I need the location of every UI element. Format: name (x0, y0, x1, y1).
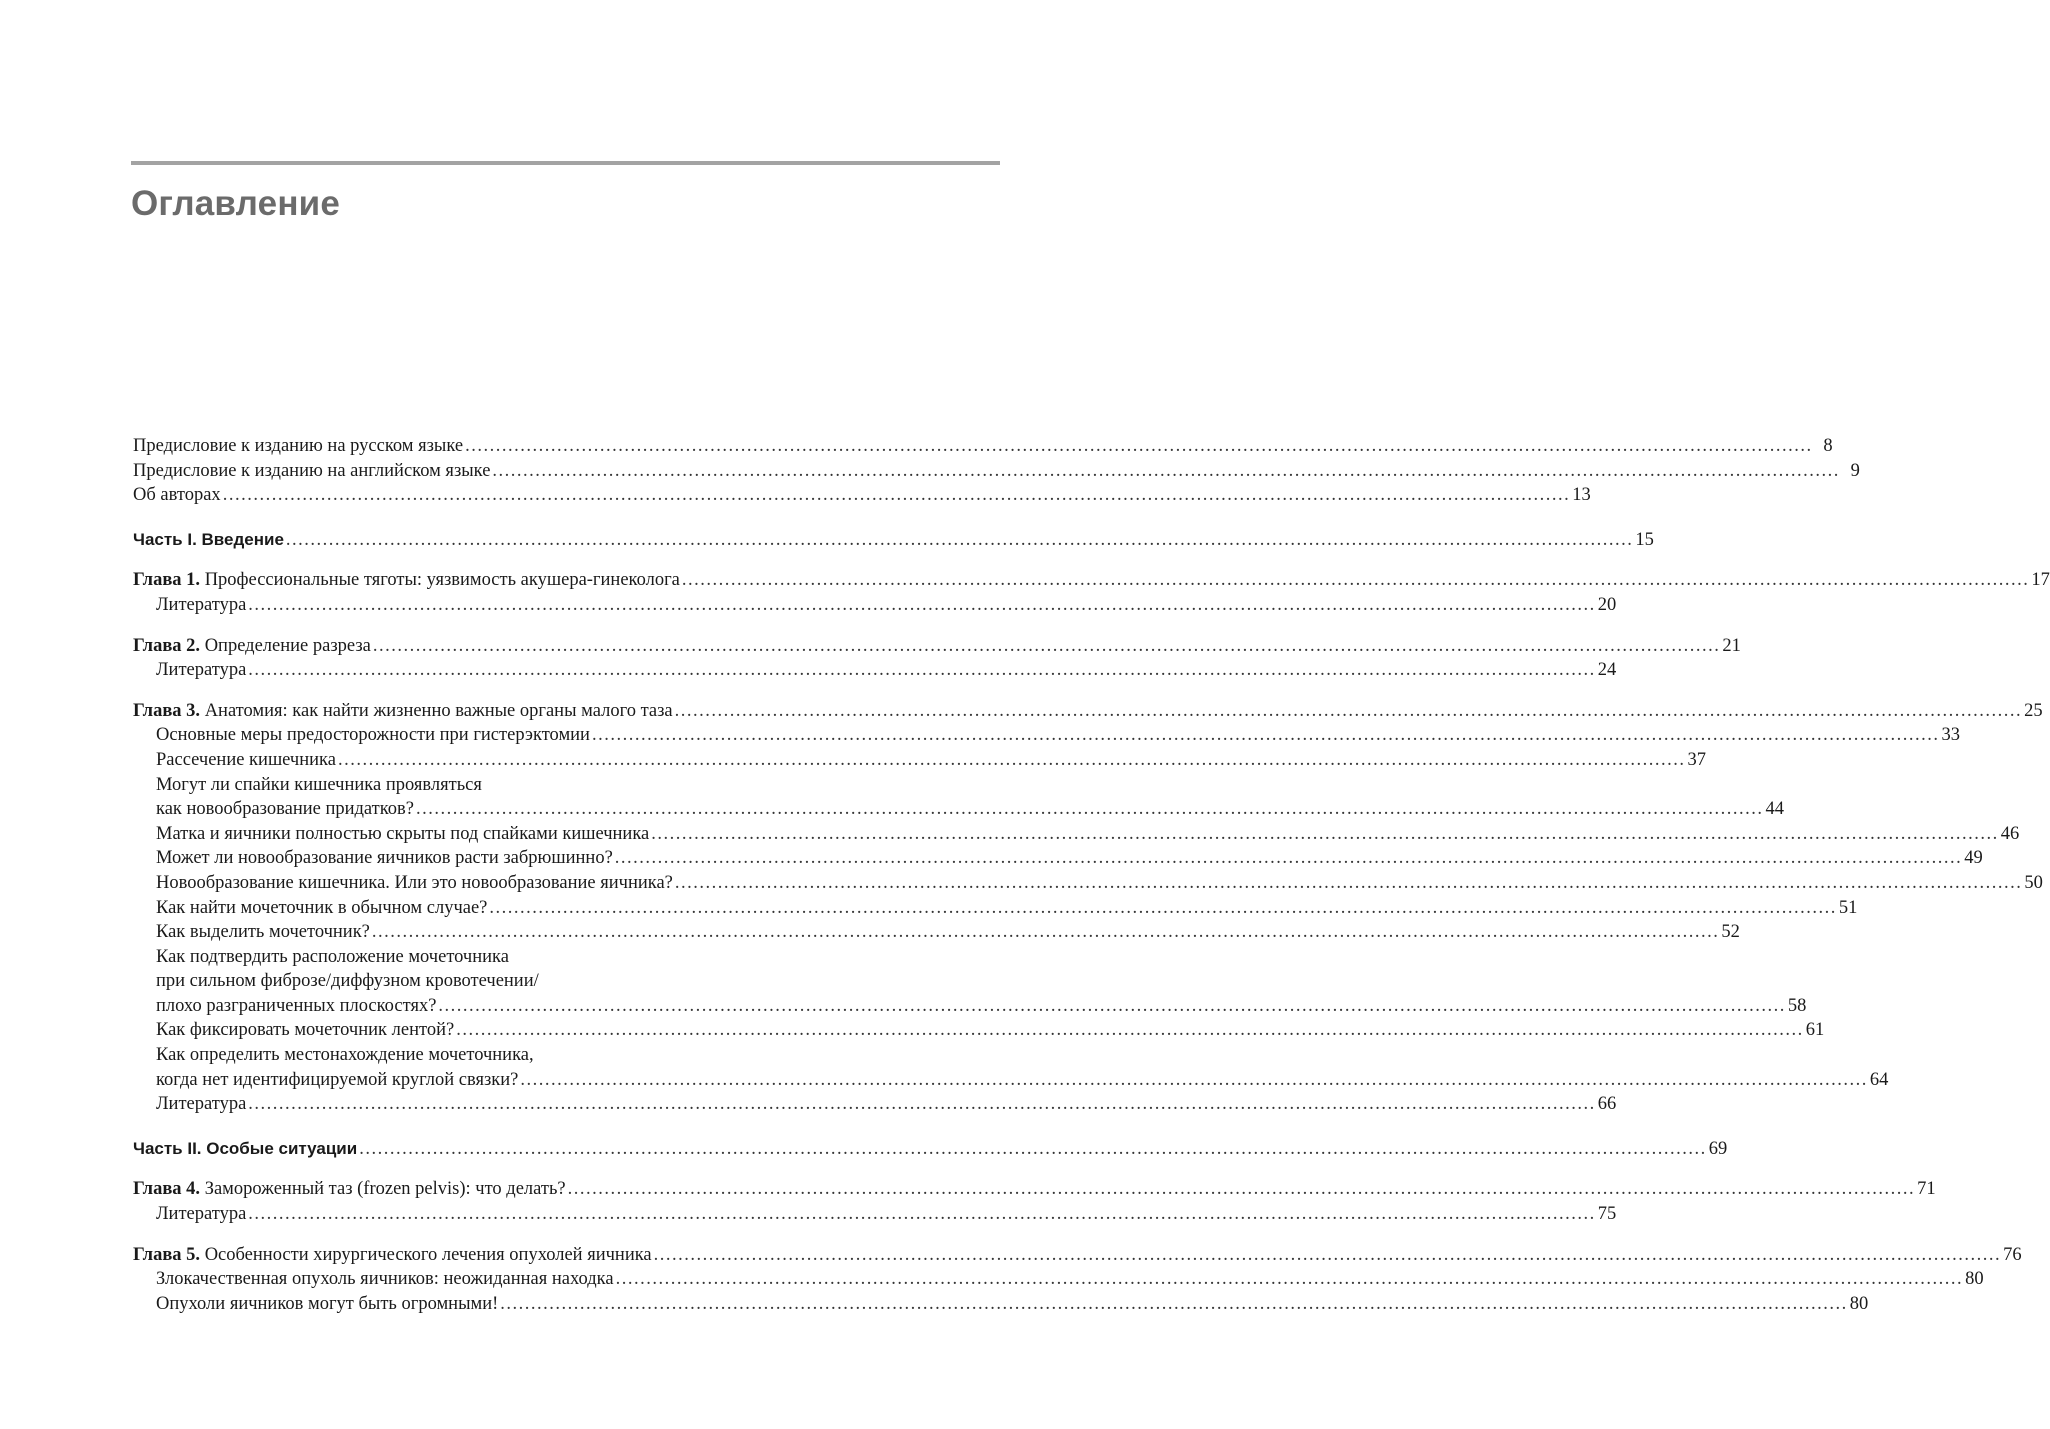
toc-entry-text: Могут ли спайки кишечника проявляться (156, 774, 482, 795)
toc-page-number: 33 (1941, 725, 1960, 746)
dot-leader: ............................................................................................................................................................................................................................ (372, 635, 1721, 656)
toc-subentry[interactable] (133, 797, 1784, 822)
page-title: Оглавление (131, 184, 341, 223)
toc-subentry[interactable] (133, 658, 1617, 683)
dot-leader: ............................................................................................................................................................................................................................ (359, 1138, 1707, 1159)
toc-entry-text: Основные меры предосторожности при гистерэктомии (156, 725, 590, 746)
toc-page-number: 66 (1597, 1094, 1617, 1115)
toc-page-number: 80 (1849, 1293, 1869, 1314)
toc-entry-text: Матка и яичники полностью скрыты под спайками кишечника (156, 823, 650, 844)
toc-entry[interactable] (133, 434, 1833, 459)
toc-subentry[interactable] (133, 593, 1617, 618)
toc-entry-text: Как определить местонахождение мочеточника, (156, 1045, 534, 1066)
toc-page-number: 52 (1721, 922, 1740, 943)
toc-chapter-3[interactable] (133, 699, 2043, 724)
toc-subentry[interactable] (133, 846, 1983, 871)
chapter-text: Определение разреза (204, 635, 371, 656)
dot-leader: ............................................................................................................................................................................................................................ (615, 1269, 1964, 1290)
toc-subentry-continued[interactable] (133, 773, 851, 798)
toc-page-number: 15 (1635, 529, 1654, 550)
toc-page-number: 76 (2003, 1244, 2022, 1265)
dot-leader: ............................................................................................................................................................................................................................ (674, 872, 2023, 893)
toc-page-number: 17 (2031, 570, 2050, 591)
toc-part-title: Часть II. Особые ситуации (133, 1138, 358, 1158)
toc-page-number: 61 (1805, 1020, 1825, 1041)
toc-entry-text: Предисловие к изданию на русском языке (133, 436, 464, 456)
toc-part-title: Часть I. Введение (133, 529, 284, 549)
chapter-text: Профессиональные тяготы: уязвимость акушера-гинеколога (204, 570, 680, 591)
table-of-contents (133, 434, 2050, 1316)
toc-part-2[interactable] (133, 1137, 1728, 1162)
toc-page-number: 51 (1838, 897, 1858, 918)
toc-entry-text: Как подтвердить расположение мочеточника (156, 946, 509, 967)
toc-page-number: 21 (1722, 635, 1741, 656)
chapter-text: Замороженный таз (frozen pelvis): что делать? (204, 1179, 566, 1200)
chapter-text: Особенности хирургического лечения опухолей яичника (204, 1244, 652, 1265)
toc-subentry[interactable] (133, 1292, 1869, 1317)
toc-page-number: 46 (2000, 823, 2020, 844)
dot-leader: ............................................................................................................................................................................................................................ (591, 725, 1940, 746)
dot-leader: ............................................................................................................................................................................................................................ (520, 1069, 1868, 1090)
toc-page-number: 13 (1572, 485, 1591, 506)
toc-entry[interactable] (133, 483, 1591, 508)
toc-entry-text: при сильном фиброзе/диффузном кровотечении/ (156, 971, 539, 992)
toc-entry-text: как новообразование придатков? (156, 799, 414, 820)
toc-subentry[interactable] (133, 896, 1858, 921)
toc-entry[interactable] (133, 459, 1860, 484)
toc-part-1[interactable] (133, 528, 1654, 553)
toc-chapter-2[interactable] (133, 634, 1741, 659)
toc-subentry[interactable] (133, 748, 1706, 773)
dot-leader: ............................................................................................................................................................................................................................ (492, 460, 1840, 481)
dot-leader: ............................................................................................................................................................................................................................ (337, 749, 1686, 770)
toc-chapter-title (133, 1243, 652, 1268)
toc-page-number: 58 (1787, 995, 1807, 1016)
dot-leader: ............................................................................................................................................................................................................................ (614, 848, 1963, 869)
toc-entry-text: Опухоли яичников могут быть огромными! (156, 1293, 499, 1314)
toc-subentry[interactable] (133, 723, 1960, 748)
toc-page-number: 64 (1869, 1069, 1889, 1090)
dot-leader: ............................................................................................................................................................................................................................ (415, 799, 1764, 820)
toc-chapter-5[interactable] (133, 1243, 2022, 1268)
toc-page-number: 25 (2024, 700, 2043, 721)
toc-subentry-continued[interactable] (133, 945, 851, 970)
chapter-text: Анатомия: как найти жизненно важные органы малого таза (204, 700, 673, 721)
toc-page-number: 44 (1765, 799, 1784, 820)
toc-entry-text: Рассечение кишечника (156, 749, 336, 770)
toc-page-number: 8 (1823, 436, 1833, 456)
toc-entry-text: плохо разграниченных плоскостях? (156, 995, 437, 1016)
toc-entry-text: Новообразование кишечника. Или это новообразование яичника? (156, 872, 673, 893)
toc-entry-text: Как выделить мочеточник? (156, 922, 370, 943)
toc-page-number: 24 (1597, 660, 1617, 681)
dot-leader: ............................................................................................................................................................................................................................ (248, 1094, 1596, 1115)
toc-page-number: 49 (1964, 848, 1983, 869)
dot-leader: ............................................................................................................................................................................................................................ (285, 529, 1634, 550)
toc-subentry[interactable] (133, 1267, 1984, 1292)
toc-subentry[interactable] (133, 1092, 1617, 1117)
toc-subentry[interactable] (133, 871, 2043, 896)
dot-leader: ............................................................................................................................................................................................................................ (438, 995, 1786, 1016)
toc-subentry-continued[interactable] (133, 969, 851, 994)
toc-entry-text: Литература (156, 1094, 247, 1115)
toc-page-number: 9 (1850, 460, 1860, 481)
toc-page-number: 75 (1597, 1204, 1617, 1225)
toc-subentry[interactable] (133, 994, 1807, 1019)
toc-subentry[interactable] (133, 920, 1740, 945)
dot-leader: ............................................................................................................................................................................................................................ (653, 1244, 2002, 1265)
toc-entry-text: Как найти мочеточник в обычном случае? (156, 897, 488, 918)
dot-leader: ............................................................................................................................................................................................................................ (674, 700, 2023, 721)
toc-page-number: 50 (2024, 872, 2043, 893)
toc-page-number: 71 (1917, 1179, 1936, 1200)
dot-leader: ............................................................................................................................................................................................................................ (248, 660, 1596, 681)
header-rule (131, 161, 1000, 165)
dot-leader: ............................................................................................................................................................................................................................ (465, 436, 1813, 456)
toc-entry-text: Литература (156, 1204, 247, 1225)
toc-subentry[interactable] (133, 822, 2020, 847)
toc-entry-text: Злокачественная опухоль яичников: неожиданная находка (156, 1269, 614, 1290)
toc-entry-text: Литература (156, 660, 247, 681)
toc-chapter-title (133, 1177, 566, 1202)
toc-page-number: 80 (1965, 1269, 1984, 1290)
toc-chapter-title (133, 568, 680, 593)
dot-leader: ............................................................................................................................................................................................................................ (248, 1204, 1596, 1225)
chapter-label: Глава 4. (133, 1179, 201, 1200)
toc-page-number: 20 (1597, 594, 1617, 615)
toc-entry-text: Литература (156, 594, 247, 615)
dot-leader: ............................................................................................................................................................................................................................ (456, 1020, 1804, 1041)
toc-subentry[interactable] (133, 1018, 1825, 1043)
toc-chapter-1[interactable] (133, 568, 2050, 593)
toc-page-number: 37 (1687, 749, 1706, 770)
dot-leader: ............................................................................................................................................................................................................................ (222, 485, 1571, 506)
dot-leader: ............................................................................................................................................................................................................................ (248, 594, 1596, 615)
toc-subentry[interactable] (133, 1068, 1889, 1093)
toc-subentry[interactable] (133, 1202, 1617, 1227)
toc-entry-text: Предисловие к изданию на английском языке (133, 460, 491, 481)
toc-page-number: 69 (1708, 1138, 1728, 1159)
toc-entry-text: когда нет идентифицируемой круглой связки? (156, 1069, 519, 1090)
dot-leader: ............................................................................................................................................................................................................................ (500, 1293, 1848, 1314)
dot-leader: ............................................................................................................................................................................................................................ (489, 897, 1837, 918)
toc-entry-text: Как фиксировать мочеточник лентой? (156, 1020, 455, 1041)
toc-chapter-4[interactable] (133, 1177, 1936, 1202)
dot-leader: ............................................................................................................................................................................................................................ (371, 922, 1720, 943)
toc-entry-text: Может ли новообразование яичников расти забрюшинно? (156, 848, 613, 869)
chapter-label: Глава 2. (133, 635, 201, 656)
dot-leader: ............................................................................................................................................................................................................................ (567, 1179, 1916, 1200)
dot-leader: ............................................................................................................................................................................................................................ (681, 570, 2030, 591)
toc-chapter-title (133, 699, 673, 724)
chapter-label: Глава 1. (133, 570, 201, 591)
chapter-label: Глава 5. (133, 1244, 201, 1265)
toc-entry-text: Об авторах (133, 485, 221, 506)
chapter-label: Глава 3. (133, 700, 201, 721)
dot-leader: ............................................................................................................................................................................................................................ (651, 823, 1999, 844)
toc-subentry-continued[interactable] (133, 1043, 851, 1068)
toc-chapter-title (133, 634, 371, 659)
